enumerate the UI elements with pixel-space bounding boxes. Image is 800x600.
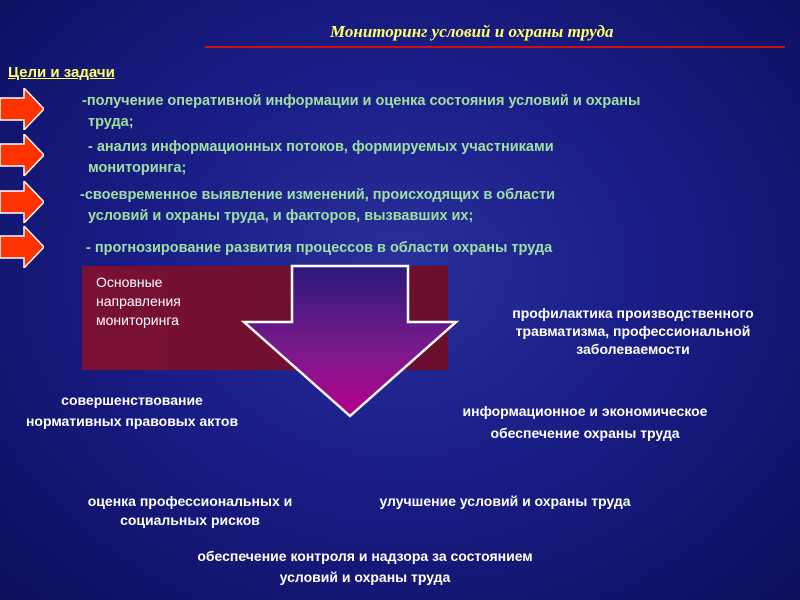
right-arrow-icon — [0, 226, 44, 268]
directions-heading: Основные направления мониторинга — [96, 274, 181, 328]
right-arrow-icon — [0, 88, 44, 130]
goal-item-2-line2: мониторинга; — [88, 160, 187, 176]
title-underline — [205, 46, 785, 48]
direction-control-supervision: обеспечение контроля и надзора за состоянием условий и охраны труда — [197, 548, 533, 585]
direction-info-economic: информационное и экономическое обеспечение охраны труда — [462, 403, 708, 441]
goals-heading: Цели и задачи — [8, 64, 115, 81]
down-arrow-icon — [240, 264, 460, 419]
goal-item-3-line2: условий и охраны труда, и факторов, вызвавших их; — [88, 208, 474, 224]
goal-item-2-line1: - анализ информационных потоков, формируемых участниками — [88, 139, 554, 155]
slide-title: Мониторинг условий и охраны труда — [330, 22, 614, 41]
goal-item-1-line2: труда; — [88, 114, 134, 130]
right-arrow-icon — [0, 181, 44, 223]
direction-risk-assessment: оценка профессиональных и социальных рисков — [87, 493, 293, 528]
right-arrow-icon — [0, 134, 44, 176]
goal-item-3-line1: -своевременное выявление изменений, происходящих в области — [80, 187, 556, 203]
goal-item-1-line1: -получение оперативной информации и оценка состояния условий и охраны — [82, 93, 641, 109]
direction-improvement: улучшение условий и охраны труда — [379, 493, 631, 509]
goal-item-4-line1: - прогнозирование развития процессов в области охраны труда — [86, 240, 553, 256]
direction-legal-acts: совершенствование нормативных правовых актов — [25, 392, 239, 429]
direction-prevention: профилактика производственного травматизма, профессиональной заболеваемости — [512, 305, 754, 357]
